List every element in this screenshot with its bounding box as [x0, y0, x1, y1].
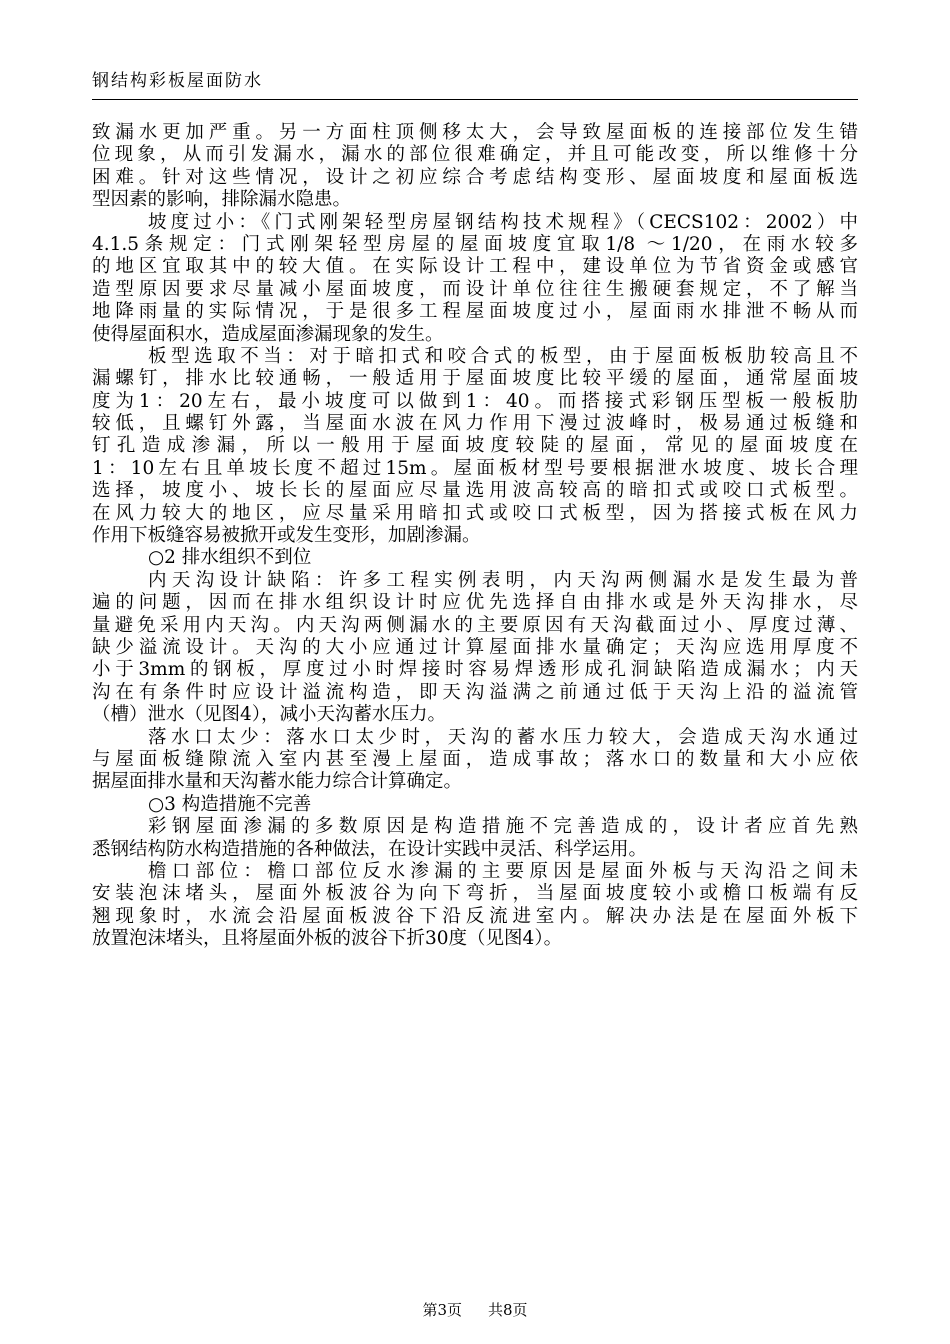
- text-line: 地降雨量的实际情况，于是很多工程屋面坡度过小，屋面雨水排泄不畅从而: [92, 301, 858, 323]
- text-line: 选择，坡度小、坡长长的屋面应尽量选用波高较高的暗扣式或咬口式板型。: [92, 480, 858, 502]
- page-total: 共8页: [488, 1301, 528, 1319]
- text-line: 板型选取不当：对于暗扣式和咬合式的板型，由于屋面板板肋较高且不: [148, 345, 858, 367]
- text-line: 作用下板缝容易被掀开或发生变形，加剧渗漏。: [92, 525, 481, 547]
- page-number: 第3页: [422, 1301, 462, 1319]
- text-line: 坡度过小：《门式刚架轻型房屋钢结构技术规程》（CECS102：2002）中: [148, 211, 858, 233]
- text-line: 据屋面排水量和天沟蓄水能力综合计算确定。: [92, 771, 463, 793]
- text-line: 量避免采用内天沟。内天沟两侧漏水的主要原因有天沟截面过小、厚度过薄、: [92, 614, 858, 636]
- text-line: 位现象，从而引发漏水，漏水的部位很难确定，并且可能改变，所以维修十分: [92, 144, 858, 166]
- text-line: 致漏水更加严重。另一方面柱顶侧移太大，会导致屋面板的连接部位发生错: [92, 122, 858, 143]
- text-line: 1：10左右且单坡长度不超过15m。屋面板材型号要根据泄水坡度、坡长合理: [92, 457, 858, 479]
- text-line: 型因素的影响，排除漏水隐患。: [92, 189, 352, 211]
- text-line: 彩钢屋面渗漏的多数原因是构造措施不完善造成的，设计者应首先熟: [148, 816, 858, 838]
- text-line: 小于3mm的钢板，厚度过小时焊接时容易焊透形成孔洞缺陷造成漏水；内天: [92, 659, 858, 681]
- text-line: 内天沟设计缺陷：许多工程实例表明，内天沟两侧漏水是发生最为普: [148, 569, 858, 591]
- text-line: 4.1.5条规定：门式刚架轻型房屋的屋面坡度宜取1/8 ～1/20，在雨水较多: [92, 233, 858, 255]
- text-line: 使得屋面积水，造成屋面渗漏现象的发生。: [92, 323, 444, 345]
- running-header: 钢结构彩板屋面防水: [92, 71, 263, 91]
- header-divider: [92, 99, 858, 100]
- text-line: 困难。针对这些情况，设计之初应综合考虑结构变形、屋面坡度和屋面板选: [92, 166, 858, 188]
- text-line: 落水口太少：落水口太少时，天沟的蓄水压力较大，会造成天沟水通过: [148, 726, 858, 748]
- text-line: 遍的问题，因而在排水组织设计时应优先选择自由排水或是外天沟排水，尽: [92, 592, 858, 614]
- text-line: 放置泡沫堵头，且将屋面外板的波谷下折30度（见图4）。: [92, 928, 563, 950]
- text-line: 造型原因要求尽量减小屋面坡度，而设计单位往往生搬硬套规定，不了解当: [92, 278, 858, 300]
- text-line: 度为1：20左右，最小坡度可以做到1：40。而搭接式彩钢压型板一般板肋: [92, 390, 858, 412]
- text-line: 较低，且螺钉外露，当屋面水波在风力作用下漫过波峰时，极易通过板缝和: [92, 413, 858, 435]
- text-line: 悉钢结构防水构造措施的各种做法，在设计实践中灵活、科学运用。: [92, 838, 648, 860]
- text-line: 缺少溢流设计。天沟的大小应通过计算屋面排水量确定；天沟应选用厚度不: [92, 636, 858, 658]
- text-line: ○3 构造措施不完善: [148, 793, 312, 815]
- text-line: 沟在有条件时应设计溢流构造，即天沟溢满之前通过低于天沟上沿的溢流管: [92, 681, 858, 703]
- text-line: （槽）泄水（见图4），减小天沟蓄水压力。: [92, 704, 447, 726]
- text-line: 与屋面板缝隙流入室内甚至漫上屋面，造成事故；落水口的数量和大小应依: [92, 748, 858, 770]
- page-footer: [0, 1299, 950, 1320]
- text-line: 漏螺钉，排水比较通畅，一般适用于屋面坡度比较平缓的屋面，通常屋面坡: [92, 368, 858, 390]
- text-line: 在风力较大的地区，应尽量采用暗扣式或咬口式板型，因为搭接式板在风力: [92, 502, 858, 524]
- text-line: 檐口部位：檐口部位反水渗漏的主要原因是屋面外板与天沟沿之间未: [148, 860, 858, 882]
- body-text: [92, 122, 858, 950]
- text-line: ○2 排水组织不到位: [148, 547, 312, 569]
- text-line: 安装泡沫堵头，屋面外板波谷为向下弯折，当屋面坡度较小或檐口板端有反: [92, 883, 858, 905]
- text-line: 的地区宜取其中的较大值。在实际设计工程中，建设单位为节省资金或感官: [92, 256, 858, 278]
- text-line: 钉孔造成渗漏，所以一般用于屋面坡度较陡的屋面，常见的屋面坡度在: [92, 435, 858, 457]
- text-line: 翘现象时，水流会沿屋面板波谷下沿反流进室内。解决办法是在屋面外板下: [92, 905, 858, 927]
